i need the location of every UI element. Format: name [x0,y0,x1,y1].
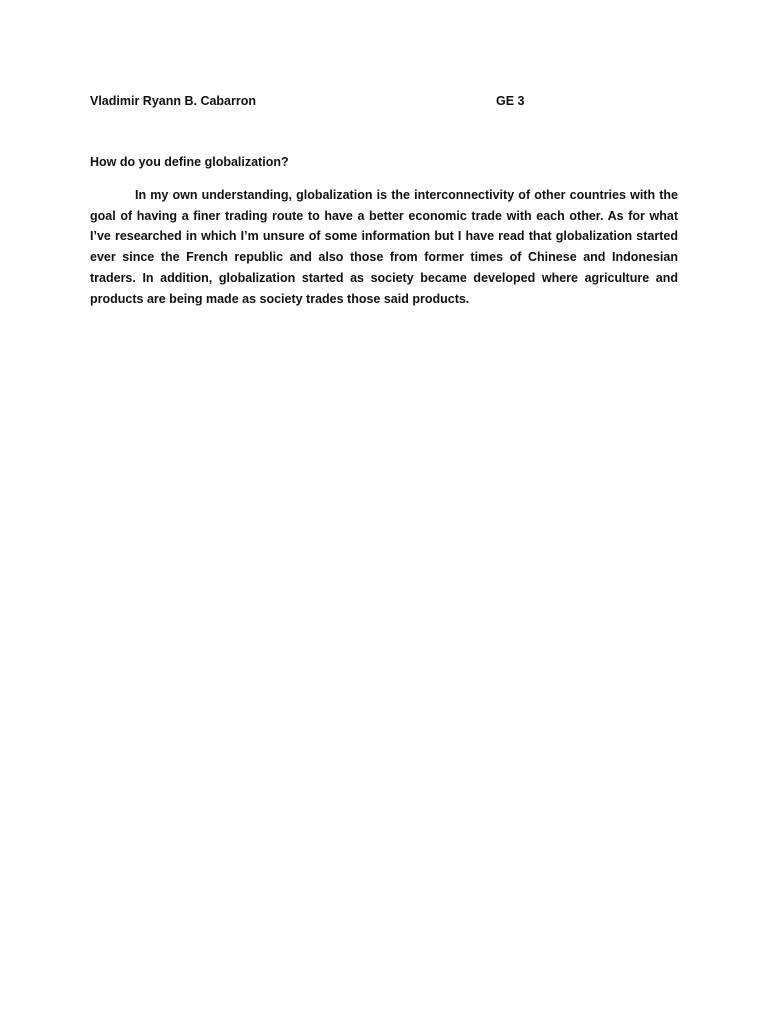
author-name: Vladimir Ryann B. Cabarron [90,94,257,108]
answer-paragraph: In my own understanding, globalization is the interconnectivity of other countries with the goal of having a finer trading route to have a better economic trade with each other. As for what I’ve researched in which I’m unsure of some information but I have read that globalization started ever since the French republic and also those from former times of Chinese and Indonesian traders. In addition, globalization started as society became developed where agriculture and products are being made as society trades those said products. [90,188,678,306]
document-header [90,94,678,114]
course-code: GE 3 [496,94,525,108]
question-heading: How do you define globalization? [90,155,289,169]
